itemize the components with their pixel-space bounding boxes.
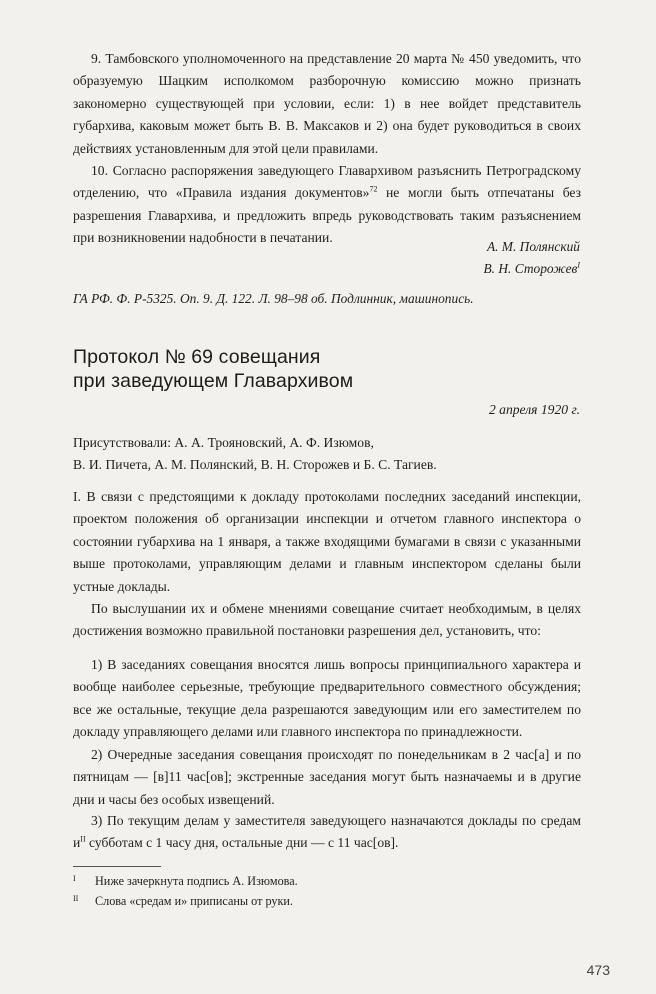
paragraph-10 xyxy=(73,160,581,250)
signature-storozhev xyxy=(484,261,581,277)
protocol-heading-line1: Протокол № 69 совещания xyxy=(73,346,321,368)
page-number: 473 xyxy=(586,962,610,978)
item-1: 1) В заседаниях совещания вносятся лишь вопросы принципиального характера и вообще наиболее серьезные, требующие предварительного совместного обсуждения; все же остальные, текущие дела разрешаются заведующим или его заместителем по докладу управляющего делами или главного инспектора по принадлежности. xyxy=(73,657,581,740)
item-3 xyxy=(73,810,581,855)
item-3-text-b: субботам с 1 часу дня, остальные дни — с 11 час[ов]. xyxy=(85,835,399,851)
protocol-heading xyxy=(73,345,493,393)
item-3-text-a: 3) По текущим делам у заместителя заведующего назначаются доклады по средам и xyxy=(73,813,581,851)
footnote-separator xyxy=(73,866,161,867)
attendees-line2: В. И. Пичета, А. М. Полянский, В. Н. Сторожев и Б. С. Тагиев. xyxy=(73,457,437,473)
attendees xyxy=(73,432,581,477)
paragraph-10-text-b: не могли быть отпечатаны без разрешения Главархива, и предложить впредь руководствовать таким разъяснением при возникновении надобности в печатании. xyxy=(73,185,581,246)
footnote-2-text: Слова «средам и» приписаны от руки. xyxy=(95,894,293,908)
footnote-1 xyxy=(73,872,583,890)
paragraph-9: 9. Тамбовского уполномоченного на представление 20 марта № 450 уведомить, что образуемую Шацким исполкомом разборочную комиссию можно признать закономерно существующей при условии, если: 1) в нее войдет представитель губархива, каковым может быть В. В. Максаков и 2) она будет руководиться в своих действиях установленным для этой цели правилами. xyxy=(73,51,581,156)
footnote-1-mark: I xyxy=(73,874,76,883)
paragraph-10-text-a: 10. Согласно распоряжения заведующего Главархивом разъяснить Петроградскому отделению, что «Правила издания документов» xyxy=(73,163,581,201)
footnote-ref-II: II xyxy=(80,834,86,844)
protocol-date: 2 апреля 1920 г. xyxy=(488,402,580,417)
footnote-1-text: Ниже зачеркнута подпись А. Изюмова. xyxy=(95,874,298,888)
signature-storozhev-name: В. Н. Сторожев xyxy=(483,261,578,276)
section-I: I. В связи с предстоящими к докладу протоколами последних заседаний инспекции, проектом положения об организации инспекции и отчетом главного инспектора о состоянии губархива на 1 января, а также входящими бумагами в связи с указанными выше протоколами, управляющим делами и главным инспектором сделаны были устные доклады. xyxy=(73,489,581,594)
item-2: 2) Очередные заседания совещания происходят по понедельникам в 2 час[а] и по пятницам — [в]11 час[ов]; экстренные заседания могут быть назначаемы и в другие дни и часы без особых извещений. xyxy=(73,747,581,807)
attendees-line1: Присутствовали: А. А. Трояновский, А. Ф. Изюмов, xyxy=(73,435,374,450)
footnote-ref-72: 72 xyxy=(369,184,378,194)
footnote-2 xyxy=(73,892,583,910)
footnote-2-mark: II xyxy=(73,894,79,903)
signature-polyansky: А. М. Полянский xyxy=(486,239,580,254)
protocol-heading-line2: при заведующем Главархивом xyxy=(73,370,354,392)
conclusion-paragraph: По выслушании их и обмене мнениями совещание считает необходимым, в целях достижения возможно правильной постановки разрешения дел, установить, что: xyxy=(73,601,581,639)
footnote-ref-I: I xyxy=(577,260,580,270)
archive-source: ГА РФ. Ф. Р-5325. Оп. 9. Д. 122. Л. 98–98 об. Подлинник, машинопись. xyxy=(73,291,474,306)
